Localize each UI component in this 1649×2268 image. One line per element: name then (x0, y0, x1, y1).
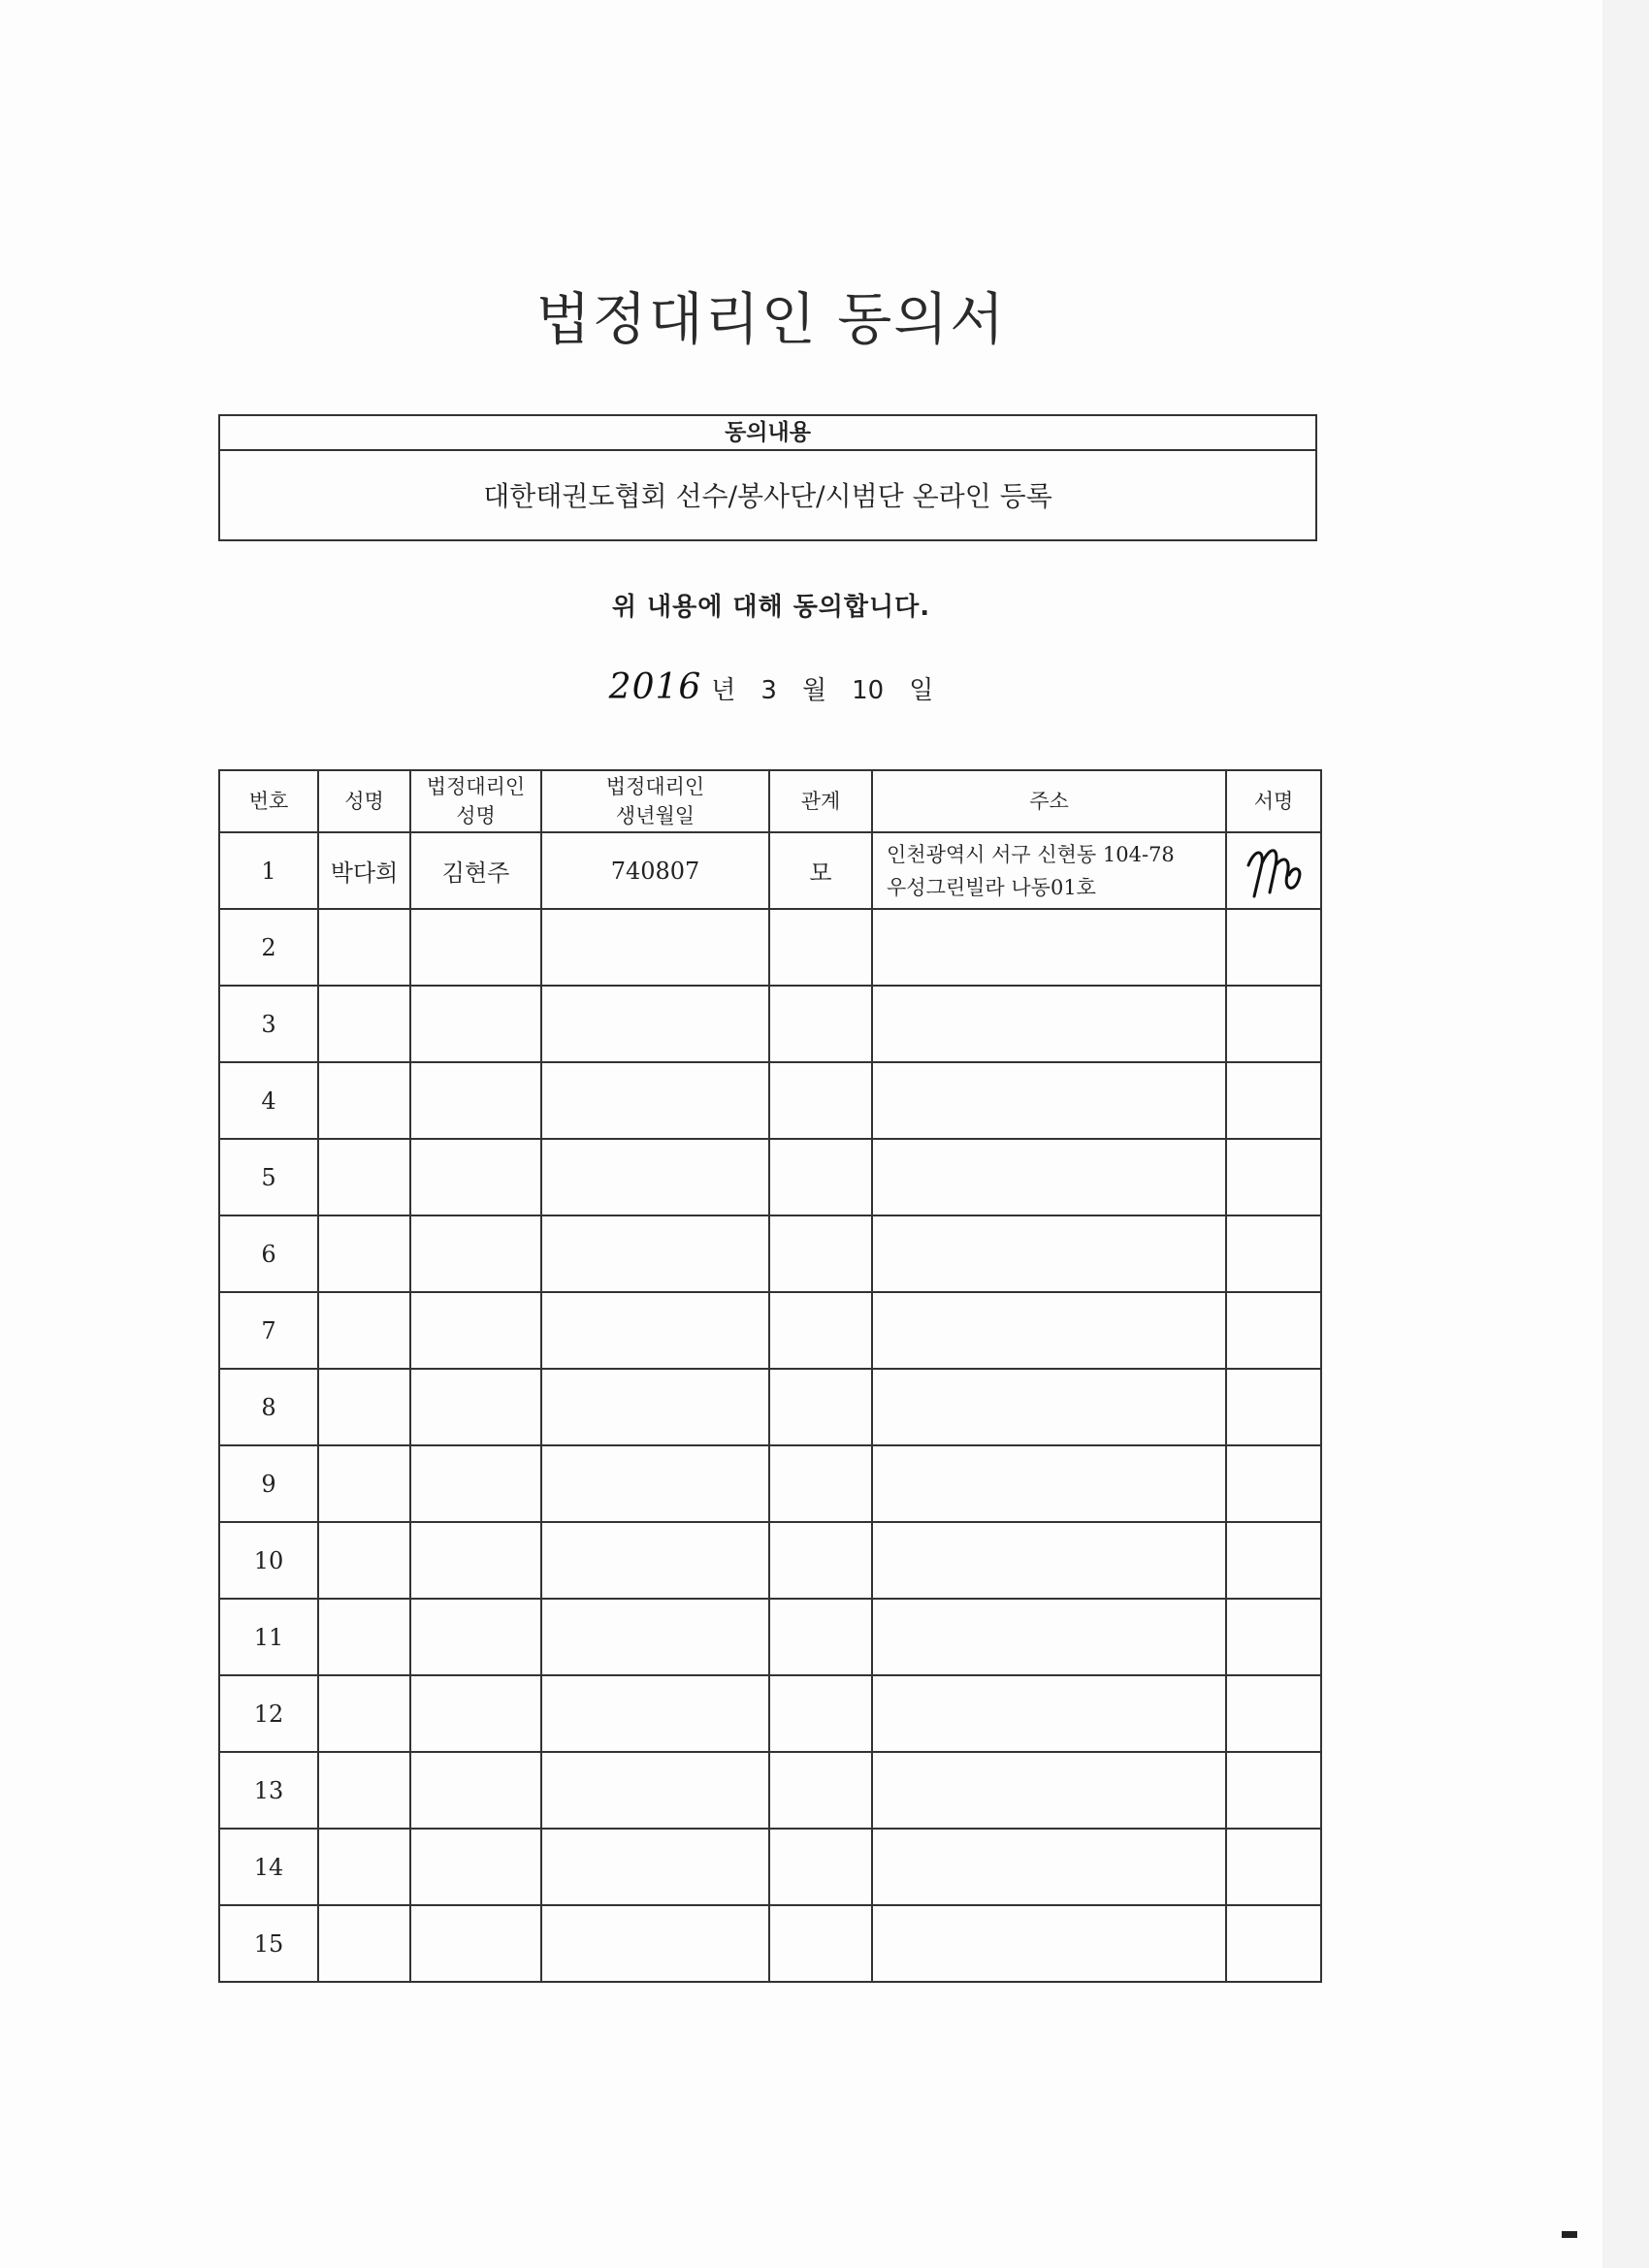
scan-mark (1562, 2231, 1577, 2238)
row-relation (769, 1675, 872, 1752)
row-guardian-name (410, 1829, 541, 1905)
table-row (219, 1139, 1321, 1215)
row-guardian-birth (541, 1292, 769, 1369)
row-number: 10 (219, 1522, 318, 1599)
row-guardian-birth (541, 986, 769, 1062)
row-guardian-birth (541, 1829, 769, 1905)
row-relation (769, 1445, 872, 1522)
row-name (318, 1215, 410, 1292)
consent-box (218, 414, 1317, 541)
date-month: 3 (760, 676, 777, 705)
row-signature (1226, 1522, 1321, 1599)
row-number: 14 (219, 1829, 318, 1905)
row-signature (1226, 1369, 1321, 1445)
row-name (318, 1905, 410, 1982)
row-address (872, 1599, 1226, 1675)
handwritten-signature (1235, 836, 1312, 906)
row-guardian-name (410, 1292, 541, 1369)
date-day: 10 (852, 676, 885, 705)
row-guardian-birth (541, 1752, 769, 1829)
row-signature (1226, 1829, 1321, 1905)
row-relation (769, 1215, 872, 1292)
table-row (219, 1215, 1321, 1292)
row-guardian-name (410, 1215, 541, 1292)
row-name (318, 1675, 410, 1752)
table-row (219, 1522, 1321, 1599)
row-number: 15 (219, 1905, 318, 1982)
row-relation (769, 1905, 872, 1982)
row-guardian-name (410, 909, 541, 986)
date-day-label: 일 (909, 676, 934, 705)
row-relation (769, 1292, 872, 1369)
row-signature (1226, 909, 1321, 986)
row-name (318, 1369, 410, 1445)
header-number: 번호 (219, 770, 318, 832)
row-address (872, 1139, 1226, 1215)
row-relation (769, 1752, 872, 1829)
table-row (219, 1369, 1321, 1445)
row-name (318, 1752, 410, 1829)
row-guardian-name (410, 986, 541, 1062)
header-name: 성명 (318, 770, 410, 832)
row-guardian-birth (541, 1445, 769, 1522)
row-address (872, 1062, 1226, 1139)
row-guardian-name: 김현주 (410, 832, 541, 909)
table-row (219, 1752, 1321, 1829)
row-relation (769, 1369, 872, 1445)
header-relation: 관계 (769, 770, 872, 832)
row-signature (1226, 1215, 1321, 1292)
row-guardian-birth (541, 1675, 769, 1752)
table-row (219, 1599, 1321, 1675)
consent-header: 동의내용 (220, 416, 1315, 451)
date-line (0, 667, 1542, 707)
scan-edge (1602, 0, 1649, 2268)
row-name (318, 909, 410, 986)
row-relation (769, 1062, 872, 1139)
row-number: 1 (219, 832, 318, 909)
row-guardian-name (410, 1752, 541, 1829)
row-number: 11 (219, 1599, 318, 1675)
row-signature (1226, 1445, 1321, 1522)
row-signature (1226, 1752, 1321, 1829)
row-signature (1226, 1599, 1321, 1675)
row-address (872, 1292, 1226, 1369)
row-number: 3 (219, 986, 318, 1062)
row-name (318, 1829, 410, 1905)
row-address (872, 1905, 1226, 1982)
table-row (219, 909, 1321, 986)
row-guardian-birth (541, 909, 769, 986)
guardian-table (218, 769, 1322, 1983)
row-guardian-birth: 740807 (541, 832, 769, 909)
row-number: 13 (219, 1752, 318, 1829)
row-relation (769, 1599, 872, 1675)
date-year-label: 년 (711, 676, 736, 705)
consent-content: 대한태권도협회 선수/봉사단/시범단 온라인 등록 (483, 480, 1052, 512)
table-row (219, 1675, 1321, 1752)
row-signature (1226, 1905, 1321, 1982)
row-guardian-birth (541, 1599, 769, 1675)
row-number: 6 (219, 1215, 318, 1292)
row-address (872, 1215, 1226, 1292)
agreement-text: 위 내용에 대해 동의합니다. (611, 593, 931, 622)
row-number: 5 (219, 1139, 318, 1215)
row-signature (1226, 1292, 1321, 1369)
header-address: 주소 (872, 770, 1226, 832)
date-month-label: 월 (801, 676, 827, 705)
row-address (872, 986, 1226, 1062)
row-name (318, 1139, 410, 1215)
table-header-row (219, 770, 1321, 832)
row-number: 4 (219, 1062, 318, 1139)
row-signature (1226, 1675, 1321, 1752)
table-row (219, 832, 1321, 909)
header-guardian-birth: 법정대리인 생년월일 (541, 770, 769, 832)
row-guardian-birth (541, 1905, 769, 1982)
row-name (318, 1599, 410, 1675)
row-signature (1226, 1062, 1321, 1139)
table-row (219, 1905, 1321, 1982)
row-relation: 모 (769, 832, 872, 909)
row-name (318, 1062, 410, 1139)
row-relation (769, 986, 872, 1062)
row-address: 인천광역시 서구 신현동 104-78 우성그린빌라 나동01호 (872, 832, 1226, 909)
row-relation (769, 909, 872, 986)
row-guardian-birth (541, 1139, 769, 1215)
table-row (219, 986, 1321, 1062)
row-number: 9 (219, 1445, 318, 1522)
row-guardian-birth (541, 1215, 769, 1292)
row-number: 12 (219, 1675, 318, 1752)
table-row (219, 1292, 1321, 1369)
row-name (318, 986, 410, 1062)
row-signature (1226, 986, 1321, 1062)
row-signature (1226, 832, 1321, 909)
row-address (872, 1829, 1226, 1905)
header-guardian-name: 법정대리인 성명 (410, 770, 541, 832)
table-row (219, 1062, 1321, 1139)
row-guardian-name (410, 1905, 541, 1982)
row-name (318, 1292, 410, 1369)
row-number: 2 (219, 909, 318, 986)
row-name: 박다희 (318, 832, 410, 909)
row-guardian-name (410, 1675, 541, 1752)
row-address (872, 1675, 1226, 1752)
row-name (318, 1522, 410, 1599)
row-address (872, 1752, 1226, 1829)
row-guardian-name (410, 1522, 541, 1599)
row-guardian-birth (541, 1522, 769, 1599)
table-row (219, 1445, 1321, 1522)
row-address (872, 1445, 1226, 1522)
row-number: 8 (219, 1369, 318, 1445)
row-relation (769, 1139, 872, 1215)
row-guardian-name (410, 1139, 541, 1215)
row-guardian-birth (541, 1369, 769, 1445)
row-guardian-birth (541, 1062, 769, 1139)
row-guardian-name (410, 1445, 541, 1522)
date-year-handwritten: 2016 (608, 667, 702, 707)
row-name (318, 1445, 410, 1522)
row-relation (769, 1829, 872, 1905)
row-guardian-name (410, 1062, 541, 1139)
table-row (219, 1829, 1321, 1905)
header-signature: 서명 (1226, 770, 1321, 832)
row-address (872, 909, 1226, 986)
row-address (872, 1522, 1226, 1599)
row-address (872, 1369, 1226, 1445)
row-relation (769, 1522, 872, 1599)
row-guardian-name (410, 1599, 541, 1675)
row-guardian-name (410, 1369, 541, 1445)
row-signature (1226, 1139, 1321, 1215)
document-title: 법정대리인 동의서 (535, 286, 1007, 352)
row-number: 7 (219, 1292, 318, 1369)
